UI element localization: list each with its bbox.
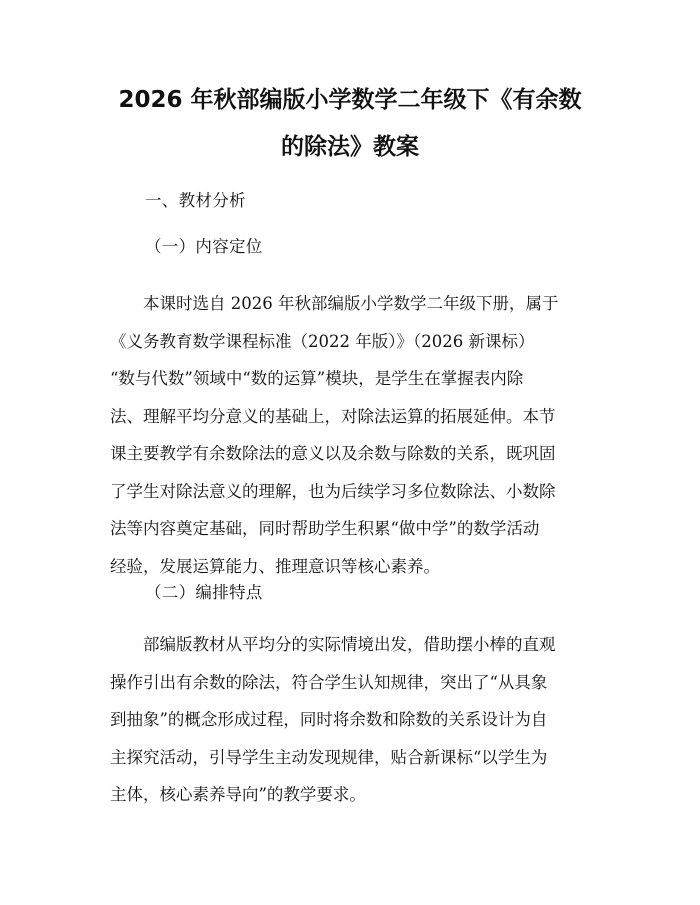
paragraph-line: 本课时选自 2026 年秋部编版小学数学二年级下册，属于 xyxy=(143,294,559,313)
subsection-heading-arrangement-features: （二）编排特点 xyxy=(145,583,263,602)
paragraph-line: 操作引出有余数的除法，符合学生认知规律，突出了“从具象 xyxy=(110,672,548,692)
paragraph-content-positioning xyxy=(110,285,600,585)
paragraph-arrangement-features xyxy=(110,626,600,814)
section-heading-textbook-analysis: 一、教材分析 xyxy=(145,191,246,210)
paragraph-line: 《义务教育数学课程标准（2022 年版）》（2026 新课标） xyxy=(110,331,535,351)
paragraph-line: “数与代数”领域中“数的运算”模块，是学生在掌握表内除 xyxy=(110,369,524,388)
paragraph-line: 课主要教学有余数除法的意义以及余数与除数的关系，既巩固 xyxy=(110,444,556,463)
subsection-heading-content-positioning: （一）内容定位 xyxy=(145,237,263,256)
paragraph-line: 了学生对除法意义的理解，也为后续学习多位数除法、小数除 xyxy=(110,481,556,501)
document-title-line-1: 2026 年秋部编版小学数学二年级下《有余数 xyxy=(118,87,582,113)
paragraph-line: 主探究活动，引导学生主动发现规律，贴合新课标“以学生为 xyxy=(110,747,548,767)
paragraph-line: 经验，发展运算能力、推理意识等核心素养。 xyxy=(110,556,440,576)
document-title-line-2: 的除法》教案 xyxy=(281,134,419,160)
paragraph-line: 主体，核心素养导向”的教学要求。 xyxy=(110,785,366,804)
paragraph-line: 部编版教材从平均分的实际情境出发，借助摆小棒的直观 xyxy=(143,635,556,654)
paragraph-line: 法等内容奠定基础，同时帮助学生积累“做中学”的数学活动 xyxy=(110,519,540,538)
paragraph-line: 法、理解平均分意义的基础上，对除法运算的拓展延伸。本节 xyxy=(110,406,556,426)
paragraph-line: 到抽象”的概念形成过程，同时将余数和除数的关系设计为自 xyxy=(110,710,548,729)
